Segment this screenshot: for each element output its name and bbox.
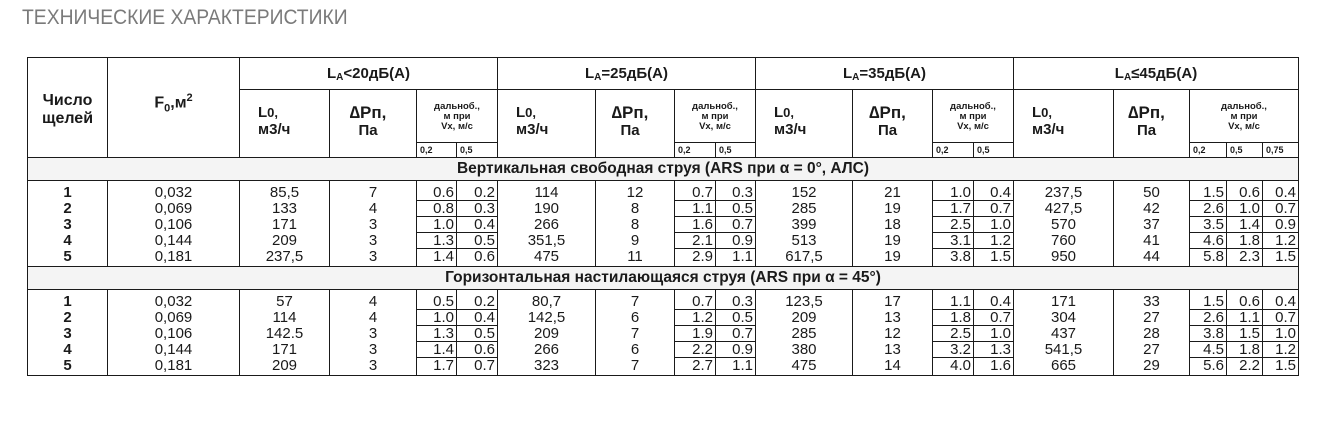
throw-distance-value: 0.7 xyxy=(974,201,1014,217)
throw-distance-value: 3.8 xyxy=(1190,326,1227,342)
throw-distance-value: 0.3 xyxy=(716,181,756,201)
throw-distance-value: 1.4 xyxy=(417,249,457,267)
airflow-value: 285 xyxy=(756,326,853,342)
throw-distance-value: 0.7 xyxy=(457,358,498,376)
header-throw-l2: м при xyxy=(1230,111,1258,122)
pressure-loss-value: 8 xyxy=(596,201,675,217)
table-row xyxy=(28,249,1299,267)
header-lo-l: L xyxy=(258,104,268,121)
pressure-loss-value: 29 xyxy=(1114,358,1190,376)
throw-distance-value: 1.2 xyxy=(1263,342,1299,358)
airflow-value: 80,7 xyxy=(498,290,596,310)
throw-distance-value: 0.7 xyxy=(1263,310,1299,326)
group-label-post: <20дБ(А) xyxy=(343,64,410,82)
throw-distance-value: 0.7 xyxy=(1263,201,1299,217)
pressure-loss-value: 3 xyxy=(330,233,417,249)
pressure-loss-value: 42 xyxy=(1114,201,1190,217)
throw-distance-value: 1.3 xyxy=(974,342,1014,358)
header-throw-l3: Vx, м/с xyxy=(699,121,731,132)
throw-distance-value: 1.2 xyxy=(974,233,1014,249)
throw-distance-value: 0.7 xyxy=(716,326,756,342)
table-row xyxy=(28,201,1299,217)
slot-count: 3 xyxy=(28,217,108,233)
airflow-value: 475 xyxy=(498,249,596,267)
pressure-loss-value: 4 xyxy=(330,201,417,217)
f0-value: 0,106 xyxy=(108,217,240,233)
throw-distance-value: 1.0 xyxy=(417,310,457,326)
throw-distance-value: 1.0 xyxy=(974,326,1014,342)
header-lo-l: L xyxy=(1032,104,1042,121)
throw-distance-value: 1.3 xyxy=(417,233,457,249)
header-f0-sub: 0 xyxy=(164,102,171,115)
header-vx: 0,5 xyxy=(457,143,498,158)
header-lo-unit: м3/ч xyxy=(774,121,807,138)
slot-count: 1 xyxy=(28,181,108,201)
header-throw-l2: м при xyxy=(443,111,471,122)
throw-distance-value: 0.7 xyxy=(675,290,716,310)
pressure-loss-value: 4 xyxy=(330,310,417,326)
pressure-loss-value: 3 xyxy=(330,249,417,267)
pressure-loss-value: 19 xyxy=(853,249,933,267)
throw-distance-value: 1.7 xyxy=(933,201,974,217)
airflow-value: 399 xyxy=(756,217,853,233)
page-title: ТЕХНИЧЕСКИЕ ХАРАКТЕРИСТИКИ xyxy=(22,6,348,29)
airflow-value: 209 xyxy=(756,310,853,326)
f0-value: 0,144 xyxy=(108,233,240,249)
pressure-loss-value: 28 xyxy=(1114,326,1190,342)
pressure-loss-value: 3 xyxy=(330,326,417,342)
throw-distance-value: 0.7 xyxy=(716,217,756,233)
throw-distance-value: 0.5 xyxy=(716,201,756,217)
throw-distance-value: 1.1 xyxy=(933,290,974,310)
f0-value: 0,144 xyxy=(108,342,240,358)
slot-count: 2 xyxy=(28,310,108,326)
group-header-3 xyxy=(1014,58,1299,90)
throw-distance-value: 0.4 xyxy=(457,310,498,326)
header-dp-label: ∆Рп, xyxy=(869,103,906,122)
table-row xyxy=(28,290,1299,310)
throw-distance-value: 1.1 xyxy=(1227,310,1263,326)
pressure-loss-value: 3 xyxy=(330,217,417,233)
table-row xyxy=(28,181,1299,201)
f0-value: 0,032 xyxy=(108,181,240,201)
throw-distance-value: 2.5 xyxy=(933,217,974,233)
throw-distance-value: 0.4 xyxy=(974,290,1014,310)
airflow-value: 513 xyxy=(756,233,853,249)
header-dp xyxy=(330,90,417,158)
airflow-value: 123,5 xyxy=(756,290,853,310)
throw-distance-value: 1.6 xyxy=(974,358,1014,376)
pressure-loss-value: 3 xyxy=(330,358,417,376)
table-row xyxy=(28,326,1299,342)
header-throw-l3: Vx, м/с xyxy=(957,121,989,132)
throw-distance-value: 1.4 xyxy=(1227,217,1263,233)
group-label-pre: L xyxy=(1114,64,1124,82)
pressure-loss-value: 44 xyxy=(1114,249,1190,267)
airflow-value: 209 xyxy=(240,358,330,376)
pressure-loss-value: 9 xyxy=(596,233,675,249)
throw-distance-value: 0.9 xyxy=(716,342,756,358)
pressure-loss-value: 12 xyxy=(853,326,933,342)
airflow-value: 171 xyxy=(240,217,330,233)
airflow-value: 114 xyxy=(498,181,596,201)
header-lo xyxy=(240,90,330,158)
airflow-value: 133 xyxy=(240,201,330,217)
table-row xyxy=(28,358,1299,376)
throw-distance-value: 0.6 xyxy=(1227,290,1263,310)
header-throw xyxy=(933,90,1014,143)
group-label-post: =25дБ(А) xyxy=(601,64,668,82)
group-label-post: ≤45дБ(А) xyxy=(1131,64,1198,82)
throw-distance-value: 1.0 xyxy=(1263,326,1299,342)
throw-distance-value: 0.4 xyxy=(974,181,1014,201)
table-row xyxy=(28,342,1299,358)
header-vx: 0,75 xyxy=(1263,143,1299,158)
header-lo-unit: м3/ч xyxy=(516,121,549,138)
header-dp-unit: Па xyxy=(1136,122,1157,139)
header-lo-unit: м3/ч xyxy=(1032,121,1065,138)
throw-distance-value: 0.6 xyxy=(457,342,498,358)
airflow-value: 237,5 xyxy=(1014,181,1114,201)
throw-distance-value: 0.4 xyxy=(1263,290,1299,310)
section-title: Горизонтальная настилающаяся струя (ARS при α = 45°) xyxy=(28,267,1299,290)
throw-distance-value: 0.3 xyxy=(457,201,498,217)
header-lo-sub: 0, xyxy=(267,105,279,120)
pressure-loss-value: 6 xyxy=(596,342,675,358)
header-slots xyxy=(28,58,108,158)
throw-distance-value: 0.7 xyxy=(974,310,1014,326)
throw-distance-value: 1.8 xyxy=(1227,233,1263,249)
group-header-0 xyxy=(240,58,498,90)
header-dp-unit: Па xyxy=(877,122,898,139)
throw-distance-value: 3.8 xyxy=(933,249,974,267)
slot-count: 4 xyxy=(28,342,108,358)
pressure-loss-value: 3 xyxy=(330,342,417,358)
pressure-loss-value: 19 xyxy=(853,201,933,217)
throw-distance-value: 2.5 xyxy=(933,326,974,342)
header-throw xyxy=(417,90,498,143)
group-header-1 xyxy=(498,58,756,90)
header-row-groups xyxy=(28,58,1299,90)
throw-distance-value: 1.5 xyxy=(974,249,1014,267)
header-throw-l2: м при xyxy=(959,111,987,122)
throw-distance-value: 1.5 xyxy=(1190,290,1227,310)
header-lo-unit: м3/ч xyxy=(258,121,291,138)
header-throw-l2: м при xyxy=(701,111,729,122)
header-lo xyxy=(498,90,596,158)
throw-distance-value: 0.6 xyxy=(417,181,457,201)
throw-distance-value: 1.2 xyxy=(1263,233,1299,249)
throw-distance-value: 1.9 xyxy=(675,326,716,342)
airflow-value: 57 xyxy=(240,290,330,310)
f0-value: 0,106 xyxy=(108,326,240,342)
pressure-loss-value: 21 xyxy=(853,181,933,201)
throw-distance-value: 0.3 xyxy=(716,290,756,310)
section-header-1 xyxy=(28,267,1299,290)
throw-distance-value: 2.6 xyxy=(1190,201,1227,217)
section-title: Вертикальная свободная струя (ARS при α = 0°, АЛС) xyxy=(28,158,1299,181)
throw-distance-value: 1.5 xyxy=(1263,249,1299,267)
airflow-value: 237,5 xyxy=(240,249,330,267)
slot-count: 2 xyxy=(28,201,108,217)
pressure-loss-value: 27 xyxy=(1114,342,1190,358)
pressure-loss-value: 37 xyxy=(1114,217,1190,233)
group-label-pre: L xyxy=(327,64,337,82)
slot-count: 4 xyxy=(28,233,108,249)
throw-distance-value: 0.9 xyxy=(1263,217,1299,233)
header-vx: 0,5 xyxy=(716,143,756,158)
airflow-value: 209 xyxy=(240,233,330,249)
header-throw-l1: дальноб., xyxy=(1221,101,1267,112)
header-dp xyxy=(853,90,933,158)
throw-distance-value: 1.6 xyxy=(675,217,716,233)
throw-distance-value: 2.1 xyxy=(675,233,716,249)
header-lo-l: L xyxy=(516,104,526,121)
throw-distance-value: 0.2 xyxy=(457,290,498,310)
throw-distance-value: 4.0 xyxy=(933,358,974,376)
airflow-value: 380 xyxy=(756,342,853,358)
header-dp-unit: Па xyxy=(358,122,378,139)
header-f0-unit: ,м xyxy=(170,94,187,112)
throw-distance-value: 2.2 xyxy=(1227,358,1263,376)
airflow-value: 190 xyxy=(498,201,596,217)
throw-distance-value: 1.1 xyxy=(716,358,756,376)
section-header-0 xyxy=(28,158,1299,181)
f0-value: 0,181 xyxy=(108,358,240,376)
group-label-post: =35дБ(А) xyxy=(859,64,926,82)
f0-value: 0,032 xyxy=(108,290,240,310)
throw-distance-value: 1.4 xyxy=(417,342,457,358)
header-throw-l3: Vx, м/с xyxy=(1228,121,1260,132)
pressure-loss-value: 14 xyxy=(853,358,933,376)
spec-table xyxy=(27,57,1299,376)
f0-value: 0,069 xyxy=(108,310,240,326)
pressure-loss-value: 33 xyxy=(1114,290,1190,310)
pressure-loss-value: 6 xyxy=(596,310,675,326)
pressure-loss-value: 4 xyxy=(330,290,417,310)
header-lo xyxy=(1014,90,1114,158)
throw-distance-value: 2.7 xyxy=(675,358,716,376)
slot-count: 3 xyxy=(28,326,108,342)
airflow-value: 541,5 xyxy=(1014,342,1114,358)
table-row xyxy=(28,310,1299,326)
throw-distance-value: 1.1 xyxy=(675,201,716,217)
header-f0-base: F xyxy=(154,94,165,112)
throw-distance-value: 1.2 xyxy=(675,310,716,326)
group-label-sub: A xyxy=(336,71,344,83)
pressure-loss-value: 7 xyxy=(596,326,675,342)
header-vx: 0,2 xyxy=(933,143,974,158)
pressure-loss-value: 7 xyxy=(596,290,675,310)
slot-count: 5 xyxy=(28,249,108,267)
pressure-loss-value: 12 xyxy=(596,181,675,201)
header-vx: 0,5 xyxy=(1227,143,1263,158)
airflow-value: 142,5 xyxy=(498,310,596,326)
group-label-sub: A xyxy=(852,71,860,83)
throw-distance-value: 1.7 xyxy=(417,358,457,376)
airflow-value: 285 xyxy=(756,201,853,217)
header-vx: 0,2 xyxy=(675,143,716,158)
throw-distance-value: 0.5 xyxy=(457,326,498,342)
header-dp-label: ∆Рп, xyxy=(611,103,649,122)
header-throw xyxy=(1190,90,1299,143)
header-lo xyxy=(756,90,853,158)
throw-distance-value: 0.6 xyxy=(457,249,498,267)
throw-distance-value: 0.8 xyxy=(417,201,457,217)
header-dp-label: ∆Рп, xyxy=(349,103,387,122)
table-row xyxy=(28,233,1299,249)
throw-distance-value: 1.8 xyxy=(933,310,974,326)
airflow-value: 171 xyxy=(1014,290,1114,310)
throw-distance-value: 0.2 xyxy=(457,181,498,201)
pressure-loss-value: 41 xyxy=(1114,233,1190,249)
airflow-value: 665 xyxy=(1014,358,1114,376)
header-f0-sup: 2 xyxy=(186,92,193,104)
header-throw-l1: дальноб., xyxy=(950,101,996,112)
throw-distance-value: 1.1 xyxy=(716,249,756,267)
group-label-sub: A xyxy=(594,71,602,83)
group-label-pre: L xyxy=(585,64,595,82)
airflow-value: 171 xyxy=(240,342,330,358)
airflow-value: 617,5 xyxy=(756,249,853,267)
f0-value: 0,069 xyxy=(108,201,240,217)
throw-distance-value: 3.5 xyxy=(1190,217,1227,233)
throw-distance-value: 2.9 xyxy=(675,249,716,267)
header-dp xyxy=(1114,90,1190,158)
throw-distance-value: 0.5 xyxy=(417,290,457,310)
throw-distance-value: 1.5 xyxy=(1227,326,1263,342)
throw-distance-value: 1.0 xyxy=(417,217,457,233)
pressure-loss-value: 7 xyxy=(596,358,675,376)
pressure-loss-value: 13 xyxy=(853,310,933,326)
throw-distance-value: 1.3 xyxy=(417,326,457,342)
throw-distance-value: 5.8 xyxy=(1190,249,1227,267)
airflow-value: 142.5 xyxy=(240,326,330,342)
airflow-value: 85,5 xyxy=(240,181,330,201)
f0-value: 0,181 xyxy=(108,249,240,267)
throw-distance-value: 3.1 xyxy=(933,233,974,249)
throw-distance-value: 1.0 xyxy=(933,181,974,201)
pressure-loss-value: 8 xyxy=(596,217,675,233)
airflow-value: 152 xyxy=(756,181,853,201)
airflow-value: 114 xyxy=(240,310,330,326)
pressure-loss-value: 18 xyxy=(853,217,933,233)
throw-distance-value: 3.2 xyxy=(933,342,974,358)
airflow-value: 209 xyxy=(498,326,596,342)
header-slots-label: Число щелей xyxy=(41,92,94,127)
airflow-value: 266 xyxy=(498,217,596,233)
header-throw-l3: Vx, м/с xyxy=(441,121,473,132)
throw-distance-value: 0.6 xyxy=(1227,181,1263,201)
group-label-sub: A xyxy=(1123,71,1132,83)
airflow-value: 437 xyxy=(1014,326,1114,342)
header-dp-label: ∆Рп, xyxy=(1128,103,1165,122)
throw-distance-value: 1.5 xyxy=(1190,181,1227,201)
header-lo-sub: 0, xyxy=(783,105,795,120)
airflow-value: 266 xyxy=(498,342,596,358)
throw-distance-value: 0.4 xyxy=(1263,181,1299,201)
header-vx: 0,5 xyxy=(974,143,1014,158)
throw-distance-value: 0.5 xyxy=(457,233,498,249)
throw-distance-value: 1.8 xyxy=(1227,342,1263,358)
throw-distance-value: 4.6 xyxy=(1190,233,1227,249)
pressure-loss-value: 50 xyxy=(1114,181,1190,201)
airflow-value: 427,5 xyxy=(1014,201,1114,217)
header-throw-l1: дальноб., xyxy=(692,101,738,112)
pressure-loss-value: 27 xyxy=(1114,310,1190,326)
throw-distance-value: 1.5 xyxy=(1263,358,1299,376)
throw-distance-value: 2.3 xyxy=(1227,249,1263,267)
header-throw xyxy=(675,90,756,143)
throw-distance-value: 2.2 xyxy=(675,342,716,358)
throw-distance-value: 0.7 xyxy=(675,181,716,201)
throw-distance-value: 2.6 xyxy=(1190,310,1227,326)
group-label-pre: L xyxy=(843,64,853,82)
group-header-2 xyxy=(756,58,1014,90)
header-dp-unit: Па xyxy=(620,122,640,139)
header-f0 xyxy=(108,58,240,158)
pressure-loss-value: 13 xyxy=(853,342,933,358)
header-vx: 0,2 xyxy=(1190,143,1227,158)
throw-distance-value: 0.5 xyxy=(716,310,756,326)
header-vx: 0,2 xyxy=(417,143,457,158)
throw-distance-value: 0.9 xyxy=(716,233,756,249)
throw-distance-value: 1.0 xyxy=(974,217,1014,233)
airflow-value: 950 xyxy=(1014,249,1114,267)
header-dp xyxy=(596,90,675,158)
throw-distance-value: 5.6 xyxy=(1190,358,1227,376)
header-lo-l: L xyxy=(774,104,784,121)
slot-count: 5 xyxy=(28,358,108,376)
pressure-loss-value: 17 xyxy=(853,290,933,310)
header-lo-sub: 0, xyxy=(1041,105,1053,120)
pressure-loss-value: 11 xyxy=(596,249,675,267)
pressure-loss-value: 19 xyxy=(853,233,933,249)
airflow-value: 760 xyxy=(1014,233,1114,249)
airflow-value: 351,5 xyxy=(498,233,596,249)
table-row xyxy=(28,217,1299,233)
throw-distance-value: 0.4 xyxy=(457,217,498,233)
header-throw-l1: дальноб., xyxy=(434,101,480,112)
airflow-value: 323 xyxy=(498,358,596,376)
throw-distance-value: 4.5 xyxy=(1190,342,1227,358)
airflow-value: 475 xyxy=(756,358,853,376)
airflow-value: 570 xyxy=(1014,217,1114,233)
pressure-loss-value: 7 xyxy=(330,181,417,201)
header-lo-sub: 0, xyxy=(525,105,537,120)
slot-count: 1 xyxy=(28,290,108,310)
airflow-value: 304 xyxy=(1014,310,1114,326)
throw-distance-value: 1.0 xyxy=(1227,201,1263,217)
